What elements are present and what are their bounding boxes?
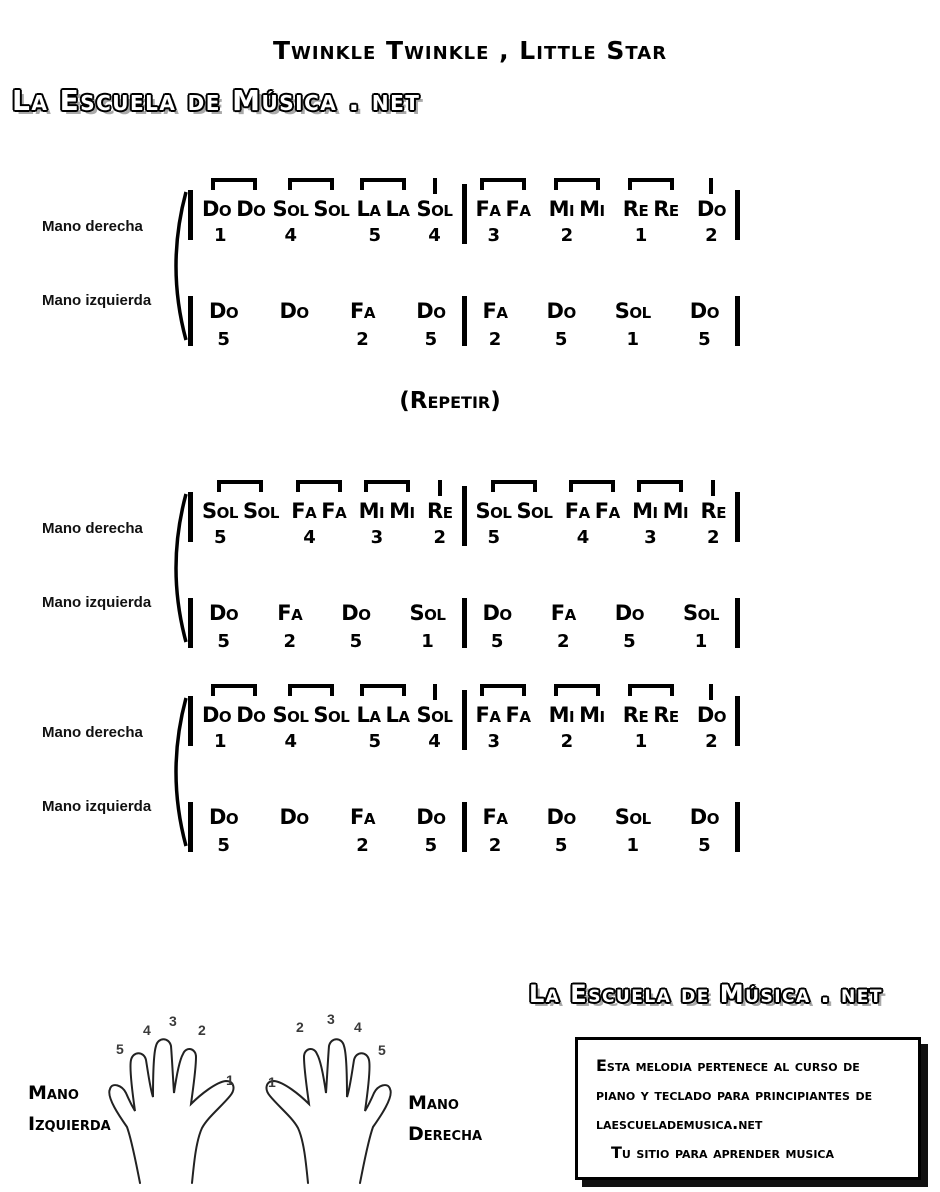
note: Fa <box>291 499 317 523</box>
note-pair <box>623 194 679 224</box>
note: Fa <box>482 299 508 323</box>
finger-number: 1 <box>214 225 227 246</box>
note: Fa <box>350 299 375 323</box>
brace-icon <box>163 696 189 848</box>
note-group <box>209 802 238 859</box>
barline <box>735 492 740 542</box>
left-hand-diagram <box>98 1005 248 1190</box>
note: Do <box>341 601 371 625</box>
note-group <box>701 480 726 551</box>
note-group <box>483 802 508 859</box>
measure <box>467 684 736 755</box>
left-hand-caption <box>28 1078 111 1140</box>
note-group <box>350 296 375 353</box>
beam-bracket-icon <box>360 178 406 190</box>
beam-bracket-icon <box>360 684 406 696</box>
note: Sol <box>614 805 651 829</box>
beam-bracket-icon <box>628 684 674 696</box>
note: Mi <box>358 499 385 523</box>
finger-number: 4 <box>576 527 590 548</box>
hand-outline-icon <box>98 1005 248 1190</box>
caption-line: Mano <box>408 1092 459 1114</box>
note-pair <box>417 194 453 224</box>
finger-number: 4 <box>428 731 441 752</box>
note: Re <box>700 499 726 523</box>
music-system-1 <box>0 168 940 378</box>
hand-outline-icon <box>252 1005 402 1190</box>
left-hand-label: Mano izquierda <box>42 292 152 309</box>
note: Fa <box>475 197 501 221</box>
caption-line: Derecha <box>408 1123 483 1145</box>
beam-bracket-icon <box>211 684 257 696</box>
note-pair <box>476 700 531 730</box>
note-group <box>690 296 719 353</box>
note-group <box>272 178 349 249</box>
finger-number: 5 <box>424 835 438 856</box>
info-box <box>575 1037 921 1180</box>
note-group <box>615 598 644 655</box>
finger-number: 5 <box>217 329 230 350</box>
note-group <box>615 802 651 859</box>
note: Do <box>236 703 266 727</box>
finger-number: 1 <box>634 225 648 246</box>
beam-bracket-icon <box>491 480 537 492</box>
finger-number: 5 <box>698 835 711 856</box>
left-hand-label: Mano izquierda <box>42 594 152 611</box>
finger-number: 2 <box>283 631 296 652</box>
finger-number: 4 <box>354 1019 362 1035</box>
note: La <box>356 197 381 221</box>
brace-icon <box>163 190 189 342</box>
finger-number: 3 <box>644 527 657 548</box>
beam-bracket-icon <box>480 178 526 190</box>
finger-number: 2 <box>560 225 574 246</box>
measure <box>193 802 462 859</box>
note-group <box>476 178 531 249</box>
note: Re <box>622 197 649 221</box>
note-stem-icon <box>433 178 437 194</box>
note-group <box>417 178 453 249</box>
note-pair <box>291 496 346 526</box>
note: Do <box>209 601 239 625</box>
note-pair <box>359 496 415 526</box>
repeat-label: (Repetir) <box>399 388 501 414</box>
note-group <box>623 684 679 755</box>
note-group <box>359 480 415 551</box>
beam-bracket-icon <box>480 684 526 696</box>
finger-number: 5 <box>378 1042 386 1058</box>
measure <box>467 598 736 655</box>
finger-number: 2 <box>356 329 369 350</box>
finger-number: 5 <box>554 835 568 856</box>
note: Sol <box>416 703 453 727</box>
note: Re <box>427 499 453 523</box>
note: Fa <box>321 499 347 523</box>
note: Do <box>416 805 446 829</box>
measure <box>467 480 736 551</box>
finger-number: 3 <box>327 1011 335 1027</box>
right-hand-label: Mano derecha <box>42 520 143 537</box>
measure <box>467 802 736 859</box>
barline <box>735 190 740 240</box>
left-hand-label: Mano izquierda <box>42 798 152 815</box>
note-pair <box>272 194 349 224</box>
note: Do <box>614 601 644 625</box>
note: Sol <box>409 601 446 625</box>
barline <box>735 802 740 852</box>
left-hand-staff <box>188 296 740 353</box>
info-line: laescuelademusica.net <box>596 1114 763 1133</box>
finger-number: 5 <box>349 631 363 652</box>
note-group <box>551 598 576 655</box>
note: Fa <box>550 601 576 625</box>
finger-number: 3 <box>370 527 384 548</box>
note: La <box>385 703 410 727</box>
note-group <box>697 178 726 249</box>
note-group <box>547 802 576 859</box>
measure <box>193 480 462 551</box>
right-hand-caption <box>408 1088 482 1150</box>
note-group <box>202 684 265 755</box>
finger-number <box>291 835 297 859</box>
note-group <box>356 684 409 755</box>
note-group <box>549 684 605 755</box>
finger-number: 3 <box>487 225 501 246</box>
finger-number: 5 <box>217 631 230 652</box>
note-group <box>565 480 620 551</box>
note: Do <box>202 197 232 221</box>
right-hand-label: Mano derecha <box>42 724 143 741</box>
note-pair <box>565 496 620 526</box>
note-stem-icon <box>711 480 715 496</box>
note: Do <box>546 805 576 829</box>
note: Re <box>653 703 679 727</box>
brand-logo-bottom: La Escuela de Música . net <box>529 980 883 1008</box>
note: Do <box>546 299 576 323</box>
note-pair <box>417 700 453 730</box>
left-hand-staff <box>188 598 740 655</box>
note-group <box>690 802 719 859</box>
note-pair <box>476 194 531 224</box>
measure <box>193 684 462 755</box>
finger-number: 4 <box>284 731 297 752</box>
note-pair <box>476 496 553 526</box>
music-system-2 <box>0 470 940 680</box>
note-pair <box>632 496 688 526</box>
note-stem-icon <box>709 178 713 194</box>
measure <box>467 296 736 353</box>
note: Sol <box>416 197 453 221</box>
measure <box>193 296 462 353</box>
note: La <box>385 197 410 221</box>
finger-number: 1 <box>626 329 640 350</box>
note: Sol <box>272 197 309 221</box>
brand-logo-top: La Escuela de Música . net <box>12 84 421 117</box>
finger-number: 3 <box>169 1013 177 1029</box>
finger-number: 2 <box>296 1019 304 1035</box>
finger-number: 2 <box>556 631 570 652</box>
note: Do <box>209 299 239 323</box>
note-group <box>202 178 265 249</box>
note-group <box>291 480 346 551</box>
note: Sol <box>272 703 309 727</box>
note-stem-icon <box>709 684 713 700</box>
note: Fa <box>594 499 620 523</box>
finger-number: 5 <box>368 225 381 246</box>
note: Do <box>696 703 726 727</box>
finger-number: 5 <box>217 835 230 856</box>
note-pair <box>697 194 726 224</box>
note: Fa <box>505 703 531 727</box>
info-line: Tu sitio para aprender musica <box>611 1143 834 1162</box>
note: Fa <box>350 805 375 829</box>
note: Fa <box>277 601 303 625</box>
note: Sol <box>202 499 238 523</box>
note-group <box>416 802 445 859</box>
note-pair <box>202 194 265 224</box>
right-hand-staff <box>188 684 740 755</box>
note: Sol <box>475 499 512 523</box>
finger-number: 4 <box>303 527 316 548</box>
finger-number: 1 <box>626 835 640 856</box>
finger-number: 4 <box>428 225 441 246</box>
barline <box>735 598 740 648</box>
note: Do <box>696 197 726 221</box>
note-pair <box>356 700 409 730</box>
note: Do <box>202 703 232 727</box>
note: La <box>356 703 381 727</box>
note-group <box>476 684 531 755</box>
finger-number: 5 <box>623 631 636 652</box>
note-group <box>615 296 651 353</box>
note-pair <box>701 496 726 526</box>
finger-number: 5 <box>490 631 504 652</box>
note: Sol <box>313 197 350 221</box>
note-group <box>356 178 409 249</box>
note-group <box>280 802 309 859</box>
note-stem-icon <box>433 684 437 700</box>
finger-number: 1 <box>634 731 648 752</box>
finger-number: 5 <box>698 329 711 350</box>
note-group <box>549 178 605 249</box>
right-hand-staff <box>188 178 740 249</box>
note: Do <box>689 299 719 323</box>
finger-number: 2 <box>198 1022 206 1038</box>
note-pair <box>272 700 349 730</box>
barline <box>735 296 740 346</box>
note-group <box>476 480 553 551</box>
note: Sol <box>242 499 279 523</box>
beam-bracket-icon <box>296 480 342 492</box>
note: Fa <box>564 499 590 523</box>
note: Mi <box>579 197 605 221</box>
note: Mi <box>389 499 415 523</box>
note-pair <box>202 700 265 730</box>
finger-number: 4 <box>143 1022 151 1038</box>
note: Do <box>209 805 239 829</box>
note-group <box>272 684 349 755</box>
finger-number: 2 <box>356 835 369 856</box>
beam-bracket-icon <box>554 178 600 190</box>
measure <box>467 178 736 249</box>
note-group <box>350 802 375 859</box>
note: Do <box>416 299 446 323</box>
note-group <box>341 598 370 655</box>
note-group <box>209 598 238 655</box>
measure <box>193 178 462 249</box>
finger-number: 5 <box>368 731 381 752</box>
note-group <box>697 684 726 755</box>
note: Re <box>653 197 679 221</box>
note: Re <box>622 703 649 727</box>
finger-number <box>291 329 297 353</box>
note-group <box>683 598 719 655</box>
finger-number: 2 <box>488 835 502 856</box>
finger-number: 5 <box>487 527 501 548</box>
finger-number: 5 <box>424 329 438 350</box>
note-pair <box>202 496 279 526</box>
note: Do <box>236 197 266 221</box>
caption-line: Izquierda <box>28 1113 111 1135</box>
note: Mi <box>632 499 658 523</box>
beam-bracket-icon <box>288 684 334 696</box>
beam-bracket-icon <box>637 480 683 492</box>
note: Mi <box>662 499 689 523</box>
beam-bracket-icon <box>288 178 334 190</box>
finger-number: 5 <box>554 329 568 350</box>
note-group <box>483 598 512 655</box>
note: Sol <box>313 703 350 727</box>
finger-number: 1 <box>214 731 227 752</box>
note-group <box>209 296 238 353</box>
note: Sol <box>614 299 651 323</box>
beam-bracket-icon <box>554 684 600 696</box>
note-group <box>280 296 309 353</box>
note: Do <box>482 601 512 625</box>
note: Do <box>689 805 719 829</box>
beam-bracket-icon <box>364 480 410 492</box>
note: Do <box>279 805 309 829</box>
note-stem-icon <box>438 480 442 496</box>
note-pair <box>623 700 679 730</box>
note: Mi <box>548 197 575 221</box>
finger-number: 2 <box>488 329 502 350</box>
finger-number: 3 <box>487 731 501 752</box>
note: Fa <box>482 805 508 829</box>
beam-bracket-icon <box>211 178 257 190</box>
note-group <box>547 296 576 353</box>
music-system-3 <box>0 674 940 884</box>
beam-bracket-icon <box>628 178 674 190</box>
note-pair <box>427 496 452 526</box>
beam-bracket-icon <box>569 480 615 492</box>
note-group <box>202 480 279 551</box>
note: Mi <box>548 703 575 727</box>
brace-icon <box>163 492 189 644</box>
note-pair <box>549 194 605 224</box>
finger-number: 2 <box>705 731 718 752</box>
note: Sol <box>516 499 553 523</box>
note-pair <box>356 194 409 224</box>
right-hand-staff <box>188 480 740 551</box>
note-group <box>483 296 508 353</box>
finger-number: 5 <box>214 527 227 548</box>
right-hand-label: Mano derecha <box>42 218 143 235</box>
finger-number: 4 <box>284 225 297 246</box>
finger-number: 5 <box>116 1041 124 1057</box>
finger-number: 1 <box>421 631 434 652</box>
note: Mi <box>579 703 605 727</box>
measure <box>193 598 462 655</box>
note-pair <box>697 700 726 730</box>
note-group <box>417 684 453 755</box>
beam-bracket-icon <box>217 480 263 492</box>
right-hand-diagram <box>252 1005 402 1190</box>
note-group <box>410 598 446 655</box>
page-title: Twinkle Twinkle , Little Star <box>272 36 668 65</box>
note-group <box>632 480 688 551</box>
note: Fa <box>475 703 501 727</box>
finger-number: 2 <box>705 225 718 246</box>
finger-number: 2 <box>560 731 574 752</box>
caption-line: Mano <box>28 1082 79 1104</box>
finger-number: 2 <box>706 527 720 548</box>
left-hand-staff <box>188 802 740 859</box>
note-group <box>277 598 302 655</box>
note-pair <box>549 700 605 730</box>
note-group <box>427 480 452 551</box>
note: Sol <box>683 601 719 625</box>
info-line: Esta melodia pertenece al curso de <box>596 1056 860 1075</box>
finger-number: 1 <box>268 1074 276 1090</box>
note: Do <box>279 299 309 323</box>
note: Fa <box>505 197 531 221</box>
finger-number: 1 <box>226 1072 234 1088</box>
finger-number: 1 <box>694 631 708 652</box>
note-group <box>416 296 445 353</box>
note-group <box>623 178 679 249</box>
finger-number: 2 <box>433 527 447 548</box>
info-line: piano y teclado para principiantes de <box>596 1085 873 1104</box>
barline <box>735 696 740 746</box>
